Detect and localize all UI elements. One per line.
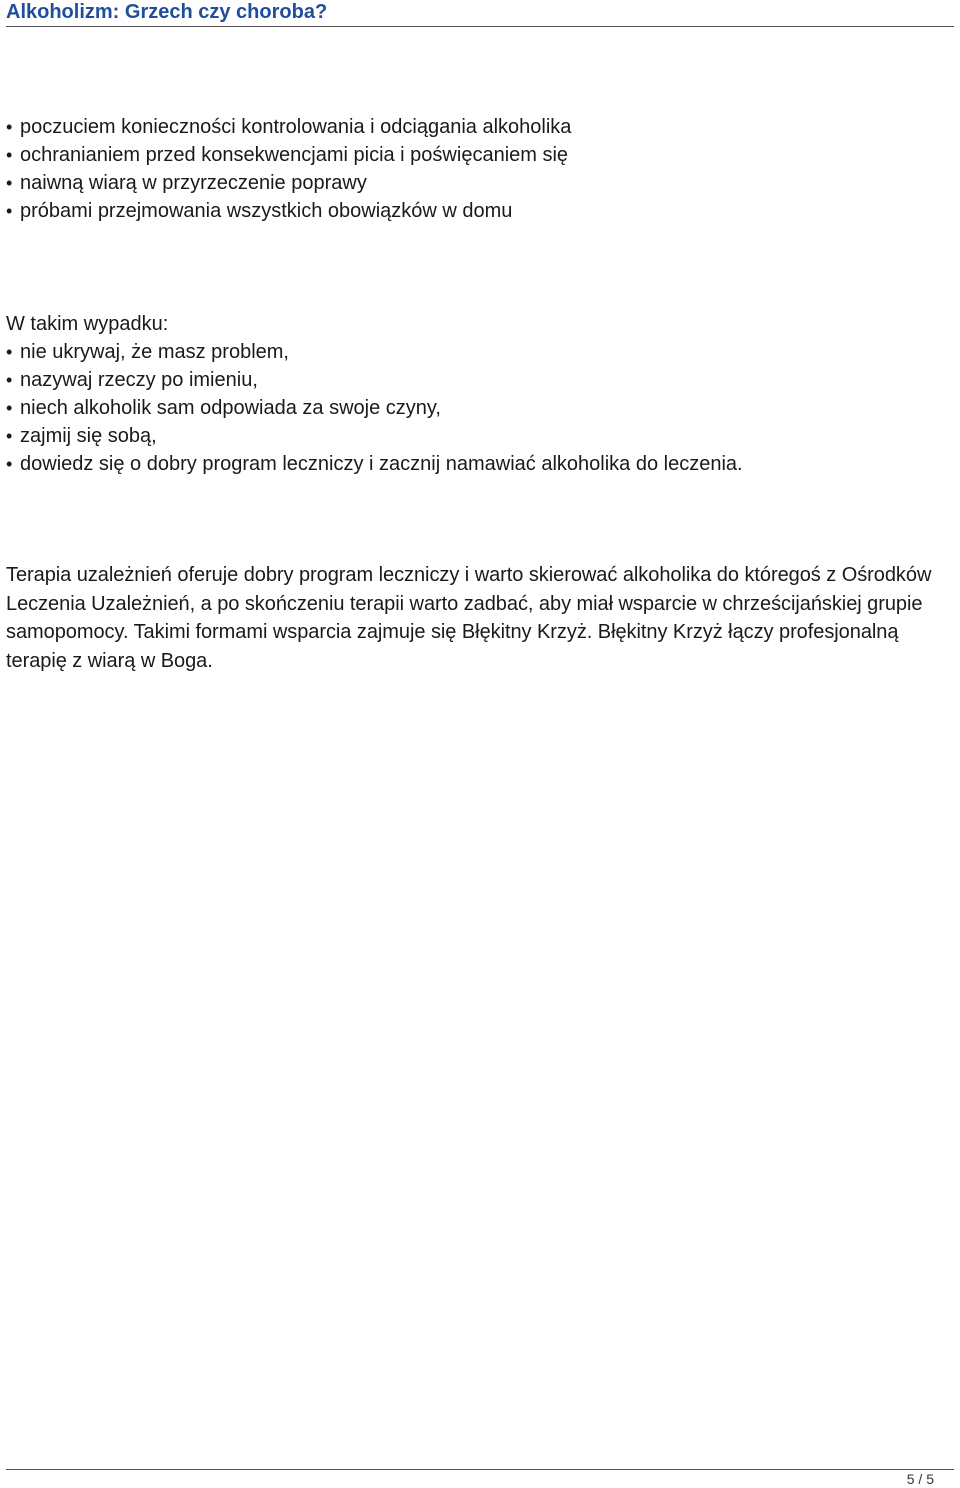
advice-intro: W takim wypadku: — [6, 313, 169, 335]
list-item: • niech alkoholik sam odpowiada za swoje czyny, — [6, 394, 743, 422]
list-item: • zajmij się sobą, — [6, 422, 743, 450]
behavior-list — [6, 113, 571, 225]
bullet-icon: • — [6, 454, 13, 474]
bullet-icon: • — [6, 201, 13, 221]
list-item: • próbami przejmowania wszystkich obowiązków w domu — [6, 197, 571, 225]
bullet-icon: • — [6, 398, 13, 418]
header-divider — [6, 26, 954, 27]
bullet-icon: • — [6, 370, 13, 390]
list-item: • dowiedz się o dobry program leczniczy i zacznij namawiać alkoholika do leczenia. — [6, 450, 743, 478]
list-item: • naiwną wiarą w przyrzeczenie poprawy — [6, 169, 571, 197]
list-item: • nazywaj rzeczy po imieniu, — [6, 366, 743, 394]
bullet-icon: • — [6, 145, 13, 165]
page-number: 5 / 5 — [906, 1471, 934, 1487]
document-title: Alkoholizm: Grzech czy choroba? — [6, 1, 328, 23]
bullet-icon: • — [6, 426, 13, 446]
list-item: • ochranianiem przed konsekwencjami picia i poświęcaniem się — [6, 141, 571, 169]
bullet-icon: • — [6, 117, 13, 137]
footer-divider — [6, 1469, 954, 1470]
advice-list — [6, 338, 743, 478]
list-item: • poczuciem konieczności kontrolowania i odciągania alkoholika — [6, 113, 571, 141]
therapy-paragraph: Terapia uzależnień oferuje dobry program leczniczy i warto skierować alkoholika do któregoś z Ośrodków Leczenia Uzależnień, a po skończeniu terapii warto zadbać, aby miał wsparcie w chrześcijańskiej grupie samopomocy. Takimi formami wsparcia zajmuje się Błękitny Krzyż. Błękitny Krzyż łączy profesjonalną terapię z wiarą w Boga. — [6, 564, 932, 672]
list-item: • nie ukrywaj, że masz problem, — [6, 338, 743, 366]
bullet-icon: • — [6, 342, 13, 362]
bullet-icon: • — [6, 173, 13, 193]
